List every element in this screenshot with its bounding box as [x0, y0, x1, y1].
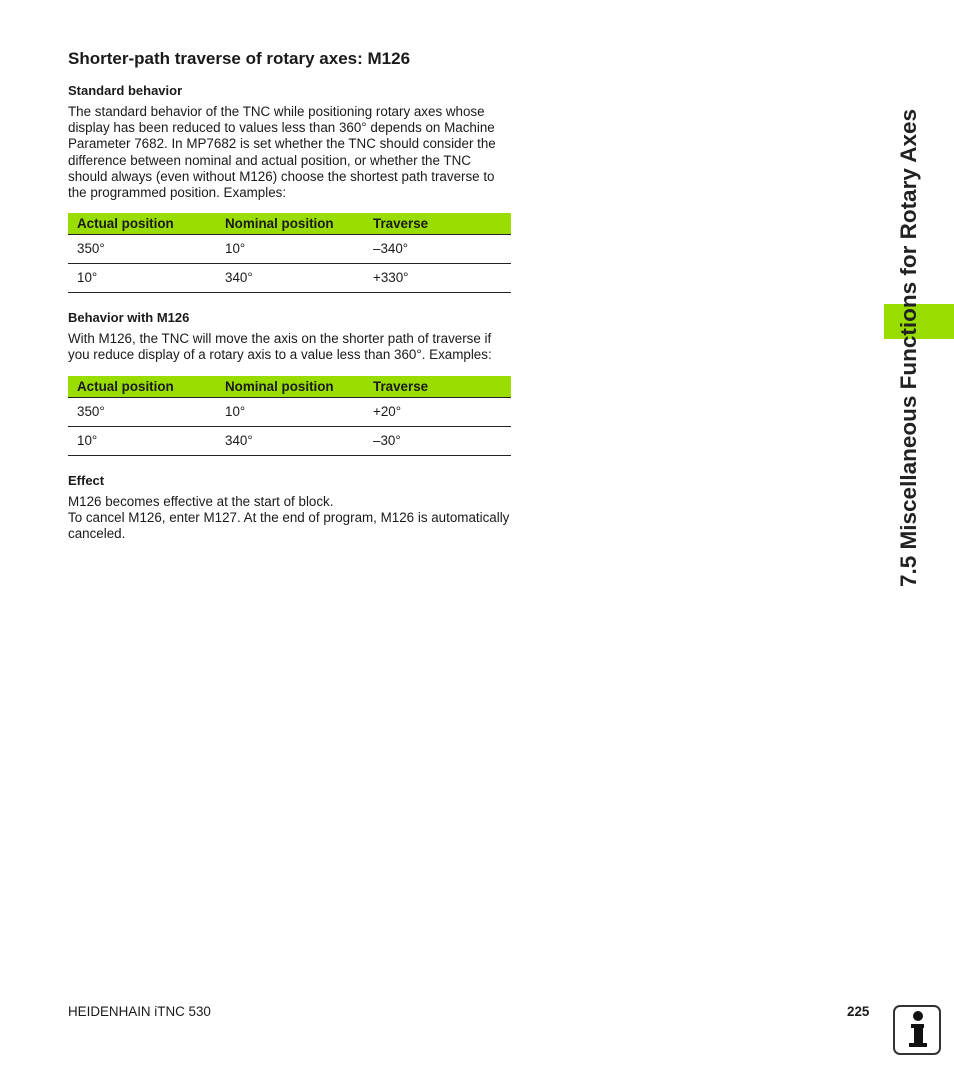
info-icon — [893, 1005, 941, 1055]
table-row — [68, 235, 511, 264]
standard-behavior-text: The standard behavior of the TNC while positioning rotary axes whose display has been reduced to values less than 360° depends on Machine Parameter 7682. In MP7682 is set whether the TNC should consider the difference between nominal and actual position, or whether the TNC should always (even without M126) choose the shortest path traverse to the programmed position. Examples: — [68, 104, 496, 201]
m126-behavior-text: With M126, the TNC will move the axis on the shorter path of traverse if you reduce display of a rotary axis to a value less than 360°. Examples: — [68, 331, 492, 363]
table-row — [68, 397, 511, 426]
effect-line-2: To cancel M126, enter M127. At the end of program, M126 is automatically canceled. — [68, 509, 510, 542]
col-header-nominal: Nominal position — [216, 213, 364, 235]
standard-behavior-table — [68, 213, 511, 293]
cell-traverse: –30° — [364, 426, 511, 455]
standard-behavior-heading: Standard behavior — [68, 83, 183, 98]
table-row — [68, 264, 511, 293]
col-header-traverse: Traverse — [364, 213, 511, 235]
cell-nominal: 10° — [216, 235, 364, 264]
m126-behavior-table — [68, 376, 511, 456]
m126-behavior-heading: Behavior with M126 — [68, 310, 190, 326]
table-header-row — [68, 213, 511, 235]
cell-actual: 350° — [68, 235, 216, 264]
cell-actual: 350° — [68, 397, 216, 426]
cell-actual: 10° — [68, 426, 216, 455]
section-title: Shorter-path traverse of rotary axes: M126 — [68, 49, 411, 68]
effect-heading: Effect — [68, 472, 105, 488]
cell-nominal: 340° — [216, 264, 364, 293]
cell-traverse: +330° — [364, 264, 511, 293]
col-header-traverse: Traverse — [364, 376, 511, 398]
cell-actual: 10° — [68, 264, 216, 293]
chapter-title: 7.5 Miscellaneous Functions for Rotary Axes — [896, 108, 921, 587]
footer-manual-name: HEIDENHAIN iTNC 530 — [68, 1004, 211, 1019]
effect-line-1: M126 becomes effective at the start of block. — [68, 493, 334, 509]
col-header-nominal: Nominal position — [216, 376, 364, 398]
cell-nominal: 340° — [216, 426, 364, 455]
col-header-actual: Actual position — [68, 376, 216, 398]
table-row — [68, 426, 511, 455]
cell-traverse: –340° — [364, 235, 511, 264]
cell-traverse: +20° — [364, 397, 511, 426]
col-header-actual: Actual position — [68, 213, 216, 235]
page-number: 225 — [847, 1004, 870, 1019]
info-glyph-icon — [902, 1010, 932, 1050]
table-header-row — [68, 376, 511, 398]
cell-nominal: 10° — [216, 397, 364, 426]
page-content — [68, 48, 512, 542]
